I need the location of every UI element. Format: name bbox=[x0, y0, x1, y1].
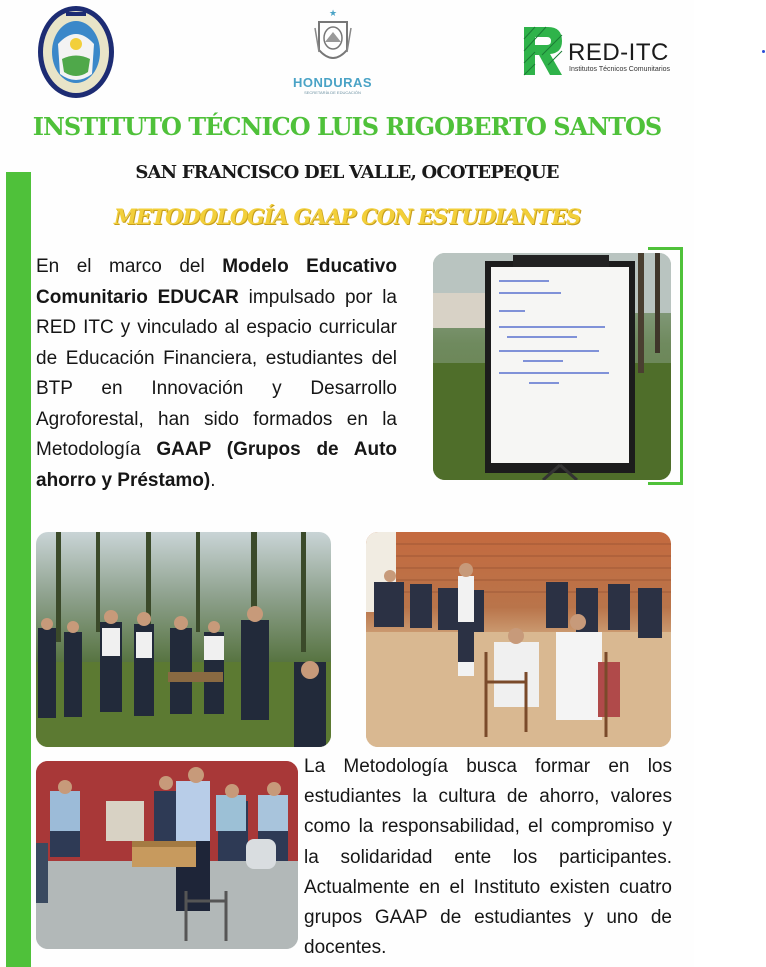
honduras-logo-label: HONDURAS bbox=[292, 75, 373, 90]
institute-title: INSTITUTO TÉCNICO LUIS RIGOBERTO SANTOS bbox=[32, 112, 662, 141]
red-itc-logo bbox=[522, 25, 682, 81]
location-title: SAN FRANCISCO DEL VALLE, OCOTEPEQUE bbox=[135, 162, 559, 183]
intro-text-3: . bbox=[210, 469, 216, 491]
closing-paragraph: La Metodología busca formar en los estudiantes la cultura de ahorro, valores como la responsabilidad, el compromiso y la solidaridad ente los participantes. Actualmente en el Instituto existen cuatro grupos GAAP de estudiantes y uno de docentes. bbox=[304, 756, 672, 959]
red-itc-mark-icon bbox=[522, 25, 564, 77]
right-margin bbox=[694, 0, 766, 967]
intro-bold-model: Modelo Educativo Comunitario EDUCAR bbox=[36, 256, 397, 308]
red-itc-name: RED-ITC bbox=[568, 39, 669, 66]
left-accent-bar bbox=[6, 172, 31, 967]
honduras-logo-sub: SECRETARÍA DE EDUCACIÓN bbox=[304, 90, 361, 95]
honduras-education-logo bbox=[285, 6, 380, 96]
methodology-title: METODOLOGÍA GAAP CON ESTUDIANTES bbox=[113, 204, 581, 229]
photo-classroom-activity bbox=[366, 532, 671, 747]
photo-savings-box-demo bbox=[36, 761, 298, 949]
red-itc-tagline: Institutos Técnicos Comunitarios bbox=[569, 66, 671, 73]
margin-dot bbox=[762, 50, 765, 53]
intro-text-2: impulsado por la RED ITC y vinculado al espacio curricular de Educación Financiera, estudiantes del BTP en Innovación y Desarrollo Agroforestal, han sido formados en la Metodología bbox=[36, 286, 397, 460]
intro-bold-gaap: GAAP (Grupos de Auto ahorro y Préstamo) bbox=[36, 439, 397, 491]
intro-paragraph bbox=[36, 252, 397, 496]
photo-outdoor-students bbox=[36, 532, 331, 747]
institute-seal-logo bbox=[36, 4, 116, 100]
svg-text:★: ★ bbox=[328, 9, 337, 19]
intro-text-1: En el marco del bbox=[36, 256, 223, 277]
honduras-coat-of-arms-icon bbox=[311, 6, 355, 68]
photo-flipchart bbox=[433, 253, 671, 480]
